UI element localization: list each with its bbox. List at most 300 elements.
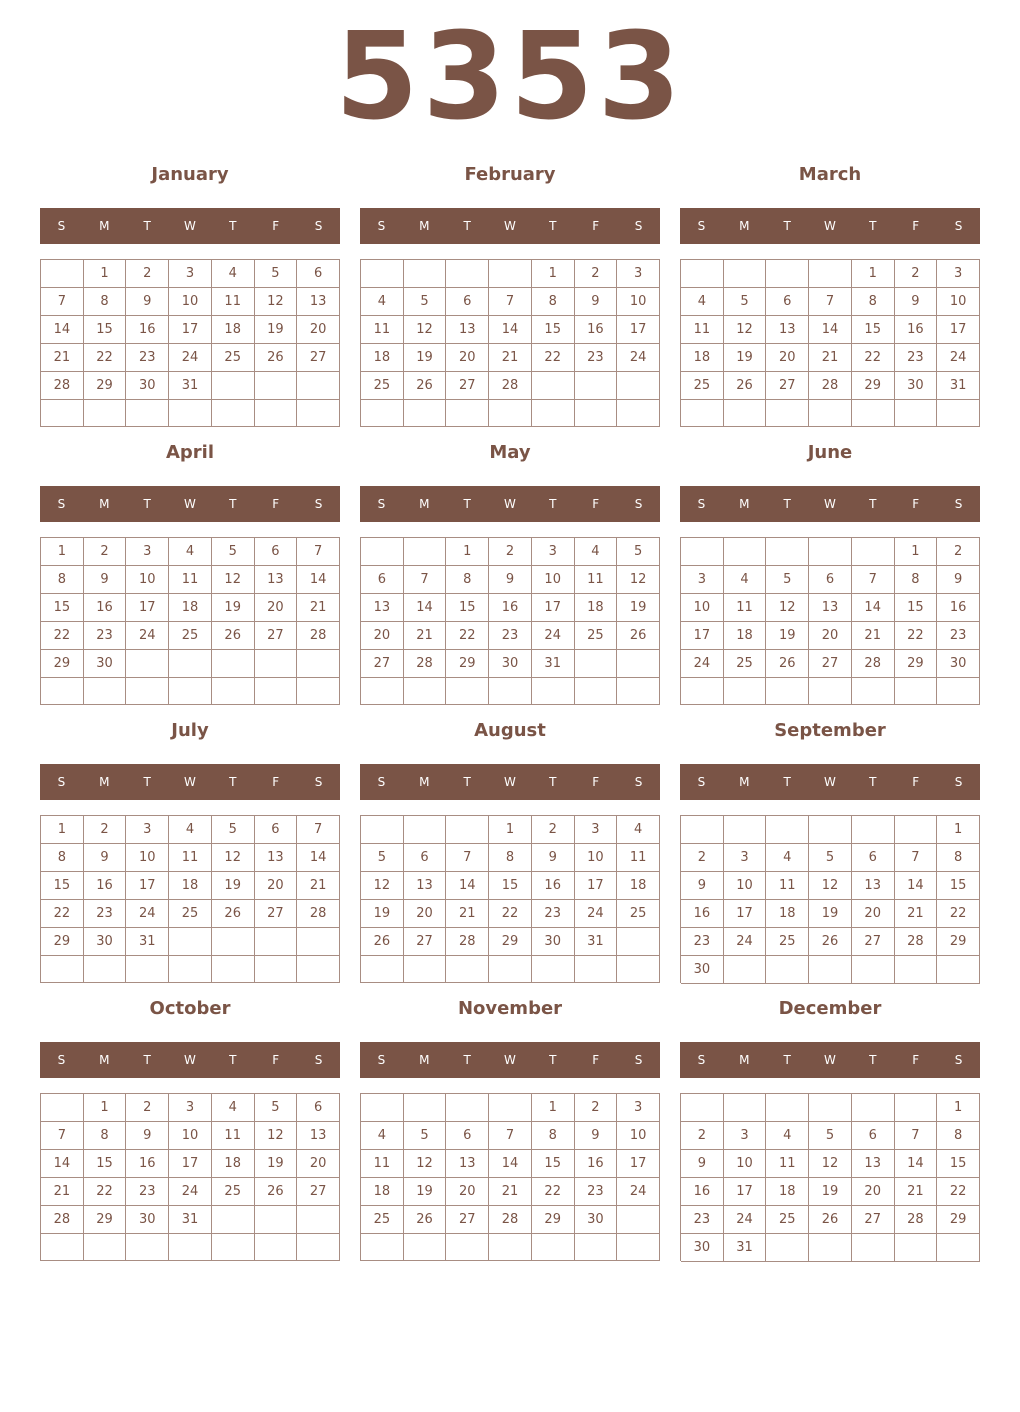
- empty-day-cell: [255, 678, 298, 705]
- weekday-label: T: [869, 497, 877, 511]
- day-cell: 5: [724, 288, 767, 316]
- weekday-label: F: [912, 1053, 920, 1067]
- weekday-label: W: [824, 775, 836, 789]
- day-cell: 2: [575, 260, 618, 288]
- day-cell: 15: [895, 594, 938, 622]
- weekday-label: S: [314, 219, 323, 233]
- weekday-label: F: [272, 1053, 280, 1067]
- day-cell: 10: [617, 288, 660, 316]
- day-cell: 22: [84, 344, 127, 372]
- day-cell: 30: [937, 650, 980, 678]
- weekday-header: [360, 764, 660, 800]
- weekday-label: T: [869, 219, 877, 233]
- weekday-label: W: [824, 219, 836, 233]
- day-cell: 21: [41, 1178, 84, 1206]
- day-cell: 11: [361, 1150, 404, 1178]
- weekday-label: S: [57, 497, 66, 511]
- day-cell: 4: [575, 538, 618, 566]
- day-cell: 26: [404, 372, 447, 400]
- day-cell: 22: [532, 1178, 575, 1206]
- day-cell: 14: [895, 872, 938, 900]
- day-cell: 31: [126, 928, 169, 956]
- day-cell: 19: [361, 900, 404, 928]
- day-cell: 13: [852, 1150, 895, 1178]
- weekday-label: T: [229, 1053, 237, 1067]
- day-cell: 18: [361, 344, 404, 372]
- day-cell: 22: [937, 1178, 980, 1206]
- day-cell: 26: [724, 372, 767, 400]
- empty-day-cell: [766, 678, 809, 705]
- day-cell: 15: [937, 872, 980, 900]
- empty-day-cell: [852, 400, 895, 427]
- day-cell: 21: [852, 622, 895, 650]
- day-cell: 14: [297, 566, 340, 594]
- day-cell: 15: [532, 316, 575, 344]
- empty-day-cell: [809, 400, 852, 427]
- day-cell: 2: [126, 1094, 169, 1122]
- empty-day-cell: [212, 1234, 255, 1261]
- day-cell: 10: [617, 1122, 660, 1150]
- day-cell: 16: [575, 1150, 618, 1178]
- weekday-label: M: [99, 497, 110, 511]
- weekday-header: [680, 1042, 980, 1078]
- day-cell: 13: [809, 594, 852, 622]
- day-cell: 20: [446, 344, 489, 372]
- year-title: 5353: [335, 8, 685, 147]
- weekday-label: W: [504, 497, 516, 511]
- day-cell: 28: [297, 900, 340, 928]
- day-cell: 25: [361, 372, 404, 400]
- empty-day-cell: [617, 1206, 660, 1234]
- weekday-label: S: [57, 1053, 66, 1067]
- empty-day-cell: [681, 260, 724, 288]
- empty-day-cell: [937, 1234, 980, 1262]
- empty-day-cell: [212, 678, 255, 705]
- day-cell: 3: [937, 260, 980, 288]
- empty-day-cell: [297, 928, 340, 956]
- day-grid: [40, 815, 340, 983]
- day-cell: 23: [681, 1206, 724, 1234]
- day-cell: 6: [852, 844, 895, 872]
- day-cell: 24: [617, 344, 660, 372]
- day-cell: 13: [446, 1150, 489, 1178]
- day-cell: 21: [446, 900, 489, 928]
- day-cell: 8: [852, 288, 895, 316]
- day-cell: 8: [84, 1122, 127, 1150]
- day-cell: 30: [489, 650, 532, 678]
- day-cell: 27: [297, 1178, 340, 1206]
- month-name: April: [165, 442, 215, 463]
- empty-day-cell: [297, 650, 340, 678]
- empty-day-cell: [126, 400, 169, 427]
- day-cell: 26: [809, 928, 852, 956]
- day-cell: 6: [446, 288, 489, 316]
- day-cell: 18: [169, 872, 212, 900]
- empty-day-cell: [575, 650, 618, 678]
- empty-day-cell: [126, 678, 169, 705]
- empty-day-cell: [809, 1094, 852, 1122]
- day-cell: 30: [126, 1206, 169, 1234]
- weekday-label: M: [99, 1053, 110, 1067]
- empty-day-cell: [446, 678, 489, 705]
- day-cell: 18: [212, 1150, 255, 1178]
- day-cell: 19: [404, 344, 447, 372]
- empty-day-cell: [766, 260, 809, 288]
- day-cell: 26: [212, 900, 255, 928]
- empty-day-cell: [169, 956, 212, 983]
- day-cell: 11: [766, 1150, 809, 1178]
- day-cell: 14: [895, 1150, 938, 1178]
- day-cell: 4: [169, 538, 212, 566]
- day-cell: 17: [169, 316, 212, 344]
- empty-day-cell: [852, 538, 895, 566]
- day-cell: 9: [126, 288, 169, 316]
- weekday-label: T: [549, 775, 557, 789]
- day-cell: 24: [724, 1206, 767, 1234]
- day-cell: 8: [84, 288, 127, 316]
- weekday-label: T: [549, 1053, 557, 1067]
- weekday-label: S: [634, 219, 643, 233]
- weekday-header: [680, 208, 980, 244]
- day-cell: 25: [169, 622, 212, 650]
- day-cell: 27: [446, 1206, 489, 1234]
- day-cell: 10: [126, 566, 169, 594]
- weekday-label: F: [912, 775, 920, 789]
- weekday-label: W: [504, 219, 516, 233]
- empty-day-cell: [617, 928, 660, 956]
- day-cell: 6: [255, 816, 298, 844]
- weekday-label: T: [869, 1053, 877, 1067]
- empty-day-cell: [361, 400, 404, 427]
- day-cell: 21: [895, 1178, 938, 1206]
- empty-day-cell: [212, 372, 255, 400]
- day-cell: 25: [212, 1178, 255, 1206]
- weekday-label: S: [377, 497, 386, 511]
- weekday-label: F: [592, 497, 600, 511]
- empty-day-cell: [212, 956, 255, 983]
- day-cell: 20: [297, 316, 340, 344]
- day-cell: 5: [617, 538, 660, 566]
- weekday-label: F: [592, 219, 600, 233]
- empty-day-cell: [766, 816, 809, 844]
- empty-day-cell: [617, 956, 660, 983]
- day-cell: 19: [766, 622, 809, 650]
- day-cell: 30: [532, 928, 575, 956]
- empty-day-cell: [489, 678, 532, 705]
- day-cell: 28: [41, 1206, 84, 1234]
- day-cell: 22: [937, 900, 980, 928]
- day-cell: 29: [446, 650, 489, 678]
- day-cell: 12: [724, 316, 767, 344]
- empty-day-cell: [489, 956, 532, 983]
- empty-day-cell: [617, 678, 660, 705]
- day-cell: 23: [681, 928, 724, 956]
- weekday-label: T: [229, 775, 237, 789]
- day-cell: 22: [41, 900, 84, 928]
- day-cell: 6: [297, 260, 340, 288]
- day-cell: 18: [766, 900, 809, 928]
- day-cell: 13: [446, 316, 489, 344]
- day-cell: 11: [212, 288, 255, 316]
- day-cell: 27: [852, 1206, 895, 1234]
- day-cell: 27: [766, 372, 809, 400]
- empty-day-cell: [361, 816, 404, 844]
- day-cell: 16: [575, 316, 618, 344]
- day-cell: 27: [809, 650, 852, 678]
- day-cell: 28: [297, 622, 340, 650]
- day-cell: 9: [84, 566, 127, 594]
- empty-day-cell: [212, 928, 255, 956]
- weekday-label: S: [634, 775, 643, 789]
- day-cell: 2: [489, 538, 532, 566]
- day-cell: 16: [126, 1150, 169, 1178]
- day-cell: 14: [852, 594, 895, 622]
- day-cell: 18: [617, 872, 660, 900]
- empty-day-cell: [852, 816, 895, 844]
- day-cell: 8: [446, 566, 489, 594]
- day-cell: 12: [404, 1150, 447, 1178]
- day-cell: 20: [404, 900, 447, 928]
- day-cell: 17: [575, 872, 618, 900]
- day-cell: 7: [895, 844, 938, 872]
- day-cell: 18: [724, 622, 767, 650]
- day-cell: 12: [809, 872, 852, 900]
- month-name: November: [457, 998, 563, 1019]
- day-cell: 12: [212, 566, 255, 594]
- day-cell: 19: [809, 1178, 852, 1206]
- weekday-label: F: [592, 1053, 600, 1067]
- day-cell: 17: [937, 316, 980, 344]
- month-name: July: [171, 720, 209, 741]
- empty-day-cell: [809, 260, 852, 288]
- day-cell: 13: [297, 1122, 340, 1150]
- day-cell: 1: [937, 1094, 980, 1122]
- empty-day-cell: [297, 1234, 340, 1261]
- day-cell: 28: [41, 372, 84, 400]
- empty-day-cell: [84, 400, 127, 427]
- weekday-label: T: [229, 497, 237, 511]
- day-cell: 16: [84, 872, 127, 900]
- day-cell: 20: [809, 622, 852, 650]
- empty-day-cell: [681, 538, 724, 566]
- empty-day-cell: [766, 1234, 809, 1262]
- day-cell: 3: [126, 816, 169, 844]
- day-cell: 8: [41, 566, 84, 594]
- empty-day-cell: [895, 400, 938, 427]
- weekday-header: [360, 1042, 660, 1078]
- day-cell: 29: [41, 928, 84, 956]
- empty-day-cell: [937, 678, 980, 705]
- day-cell: 17: [681, 622, 724, 650]
- empty-day-cell: [617, 650, 660, 678]
- empty-day-cell: [255, 372, 298, 400]
- day-cell: 27: [852, 928, 895, 956]
- day-cell: 26: [404, 1206, 447, 1234]
- day-cell: 28: [895, 1206, 938, 1234]
- weekday-header: [680, 764, 980, 800]
- empty-day-cell: [852, 678, 895, 705]
- weekday-label: T: [463, 775, 471, 789]
- weekday-label: T: [463, 1053, 471, 1067]
- weekday-label: S: [314, 497, 323, 511]
- day-cell: 31: [575, 928, 618, 956]
- day-cell: 5: [404, 288, 447, 316]
- empty-day-cell: [766, 956, 809, 984]
- day-cell: 16: [84, 594, 127, 622]
- day-cell: 16: [126, 316, 169, 344]
- day-cell: 21: [895, 900, 938, 928]
- empty-day-cell: [532, 372, 575, 400]
- day-cell: 8: [532, 1122, 575, 1150]
- weekday-label: M: [739, 497, 750, 511]
- day-cell: 20: [852, 900, 895, 928]
- weekday-label: T: [783, 775, 791, 789]
- month-name: August: [474, 720, 546, 741]
- empty-day-cell: [681, 1094, 724, 1122]
- day-cell: 18: [169, 594, 212, 622]
- day-cell: 6: [852, 1122, 895, 1150]
- day-cell: 4: [361, 288, 404, 316]
- day-cell: 18: [766, 1178, 809, 1206]
- day-cell: 24: [724, 928, 767, 956]
- weekday-label: W: [824, 497, 836, 511]
- day-cell: 7: [41, 288, 84, 316]
- weekday-label: T: [783, 219, 791, 233]
- day-cell: 24: [532, 622, 575, 650]
- day-cell: 10: [532, 566, 575, 594]
- day-cell: 10: [575, 844, 618, 872]
- day-cell: 16: [489, 594, 532, 622]
- day-cell: 9: [681, 872, 724, 900]
- day-cell: 11: [169, 844, 212, 872]
- weekday-label: W: [184, 775, 196, 789]
- day-cell: 16: [681, 1178, 724, 1206]
- day-cell: 5: [361, 844, 404, 872]
- day-cell: 1: [446, 538, 489, 566]
- day-cell: 17: [169, 1150, 212, 1178]
- weekday-label: F: [912, 219, 920, 233]
- day-cell: 23: [895, 344, 938, 372]
- day-cell: 11: [361, 316, 404, 344]
- day-cell: 15: [84, 1150, 127, 1178]
- empty-day-cell: [575, 400, 618, 427]
- empty-day-cell: [617, 1234, 660, 1261]
- day-cell: 14: [489, 1150, 532, 1178]
- day-cell: 10: [937, 288, 980, 316]
- empty-day-cell: [41, 400, 84, 427]
- day-cell: 8: [41, 844, 84, 872]
- day-cell: 19: [404, 1178, 447, 1206]
- day-cell: 5: [809, 844, 852, 872]
- day-cell: 1: [532, 260, 575, 288]
- day-cell: 12: [212, 844, 255, 872]
- empty-day-cell: [126, 650, 169, 678]
- day-cell: 29: [895, 650, 938, 678]
- day-cell: 12: [255, 1122, 298, 1150]
- day-cell: 3: [681, 566, 724, 594]
- day-grid: [40, 259, 340, 427]
- empty-day-cell: [297, 1206, 340, 1234]
- day-cell: 15: [84, 316, 127, 344]
- day-cell: 28: [895, 928, 938, 956]
- day-cell: 14: [489, 316, 532, 344]
- day-cell: 19: [212, 594, 255, 622]
- day-cell: 25: [766, 1206, 809, 1234]
- day-cell: 3: [169, 1094, 212, 1122]
- day-cell: 23: [126, 1178, 169, 1206]
- empty-day-cell: [169, 1234, 212, 1261]
- day-cell: 16: [532, 872, 575, 900]
- weekday-label: F: [592, 775, 600, 789]
- empty-day-cell: [446, 816, 489, 844]
- day-cell: 22: [489, 900, 532, 928]
- empty-day-cell: [255, 956, 298, 983]
- day-cell: 15: [446, 594, 489, 622]
- day-grid: [40, 1093, 340, 1261]
- empty-day-cell: [446, 1234, 489, 1261]
- day-cell: 9: [489, 566, 532, 594]
- empty-day-cell: [766, 400, 809, 427]
- empty-day-cell: [361, 1234, 404, 1261]
- day-cell: 5: [212, 538, 255, 566]
- weekday-label: S: [954, 219, 963, 233]
- day-cell: 25: [212, 344, 255, 372]
- day-cell: 29: [84, 372, 127, 400]
- weekday-label: T: [549, 497, 557, 511]
- day-cell: 29: [852, 372, 895, 400]
- day-cell: 14: [297, 844, 340, 872]
- day-cell: 16: [895, 316, 938, 344]
- weekday-header: [40, 208, 340, 244]
- day-cell: 4: [766, 844, 809, 872]
- day-cell: 6: [255, 538, 298, 566]
- day-cell: 13: [255, 844, 298, 872]
- day-cell: 30: [895, 372, 938, 400]
- day-cell: 4: [212, 1094, 255, 1122]
- day-cell: 19: [724, 344, 767, 372]
- day-cell: 27: [255, 900, 298, 928]
- day-cell: 23: [84, 622, 127, 650]
- month-name: September: [774, 720, 886, 741]
- month-name: June: [807, 442, 853, 463]
- day-cell: 1: [852, 260, 895, 288]
- day-cell: 18: [575, 594, 618, 622]
- empty-day-cell: [895, 678, 938, 705]
- empty-day-cell: [84, 956, 127, 983]
- day-cell: 8: [895, 566, 938, 594]
- day-cell: 26: [617, 622, 660, 650]
- day-cell: 25: [169, 900, 212, 928]
- weekday-label: S: [697, 775, 706, 789]
- day-cell: 11: [766, 872, 809, 900]
- empty-day-cell: [255, 400, 298, 427]
- day-cell: 22: [41, 622, 84, 650]
- empty-day-cell: [895, 956, 938, 984]
- day-cell: 3: [724, 1122, 767, 1150]
- empty-day-cell: [361, 956, 404, 983]
- day-cell: 22: [895, 622, 938, 650]
- day-cell: 11: [169, 566, 212, 594]
- day-cell: 6: [361, 566, 404, 594]
- day-cell: 3: [724, 844, 767, 872]
- day-cell: 24: [575, 900, 618, 928]
- day-cell: 22: [532, 344, 575, 372]
- day-cell: 26: [255, 344, 298, 372]
- empty-day-cell: [852, 956, 895, 984]
- day-cell: 15: [852, 316, 895, 344]
- empty-day-cell: [809, 816, 852, 844]
- empty-day-cell: [489, 1094, 532, 1122]
